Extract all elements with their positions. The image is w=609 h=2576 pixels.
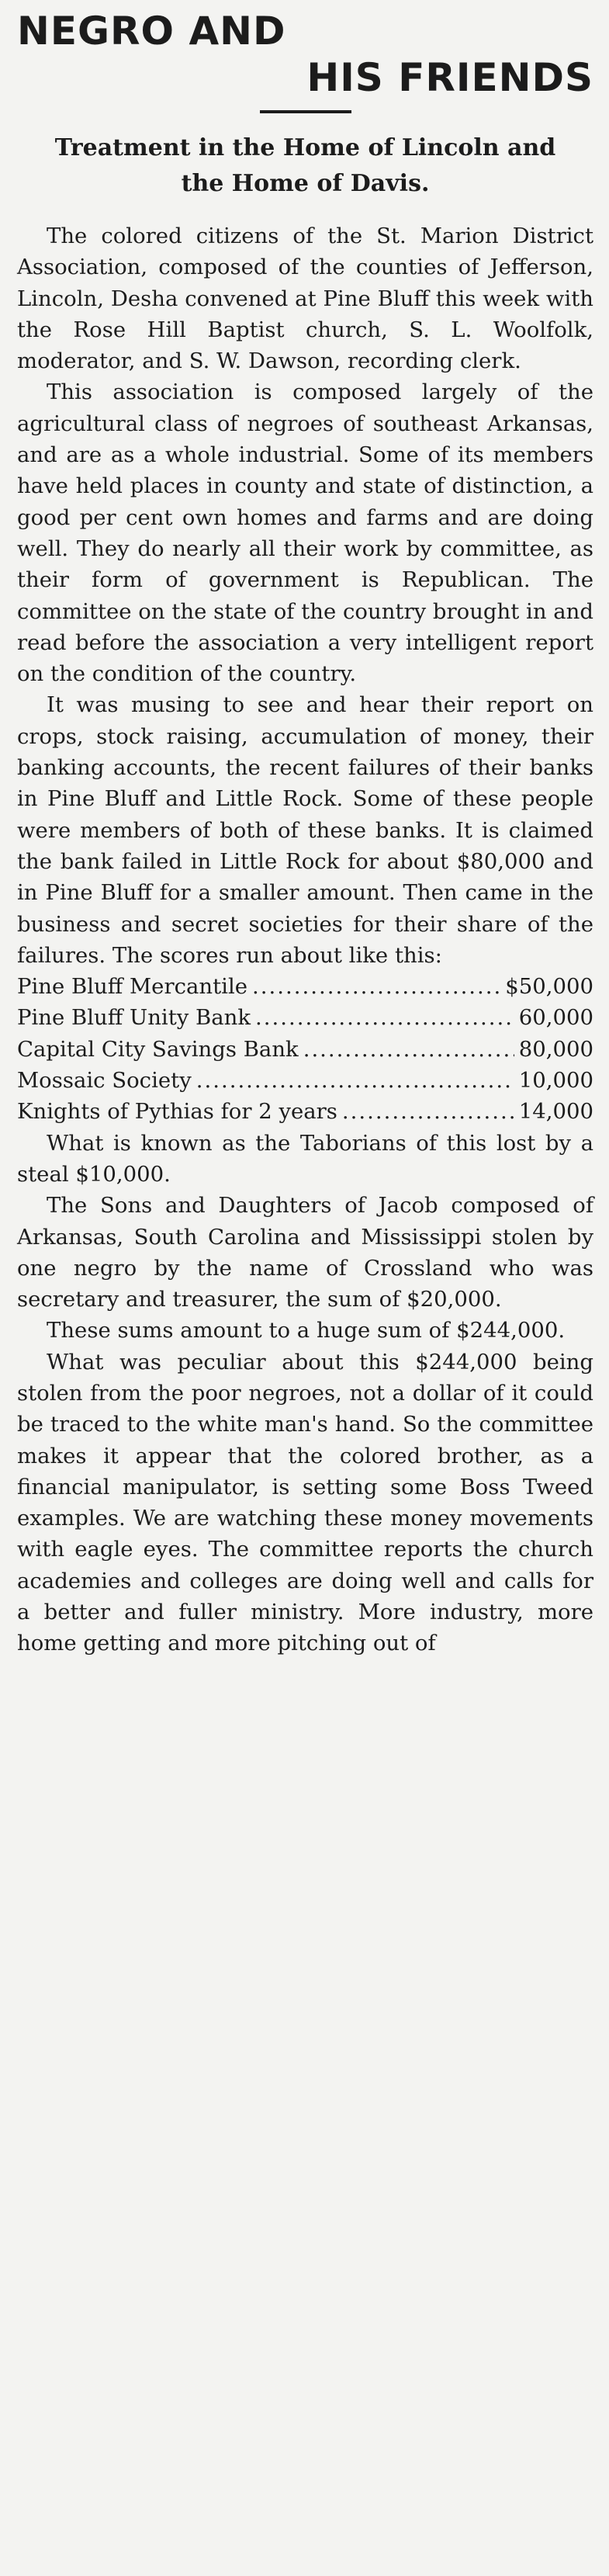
score-name: Knights of Pythias for 2 years xyxy=(17,1099,337,1125)
subheadline-line-1: Treatment in the Home of Lincoln and xyxy=(54,134,556,161)
dot-leader xyxy=(303,1034,514,1065)
score-amount: $50,000 xyxy=(505,974,593,1000)
headline xyxy=(17,8,593,101)
score-name: Pine Bluff Unity Bank xyxy=(17,1005,251,1031)
paragraph-association-meeting: The colored citizens of the St. Marion District Association, composed of the counties of Jefferson, Lincoln, Desha convened at Pine Bluff this week with the Rose Hill Baptist church, S. L. Woolfolk, moderator, and S. W. Dawson, recording clerk. xyxy=(17,224,593,374)
score-name: Mossaic Society xyxy=(17,1068,192,1094)
paragraph-total-sum: These sums amount to a huge sum of $244,000. xyxy=(47,1318,566,1343)
score-amount: 14,000 xyxy=(518,1099,593,1125)
paragraph-taborians: What is known as the Taborians of this lost by a steal $10,000. xyxy=(17,1130,593,1187)
paragraph-committee-report: What was peculiar about this $244,000 being stolen from the poor negroes, not a dollar of it could be traced to the white man's hand. So the committee makes it appear that the colored brother, as a financial manipulator, is setting some Boss Tweed examples. We are watching these money movements with eagle eyes. The committee reports the church academies and colleges are doing well and calls for a better and fuller ministry. More industry, more home getting and more pitching out of xyxy=(17,1349,593,1656)
dot-leader xyxy=(255,1002,514,1033)
headline-line-1: NEGRO AND xyxy=(17,9,286,54)
score-row xyxy=(17,1096,593,1127)
subheadline xyxy=(17,130,593,202)
paragraph-association-composition: This association is composed largely of the agricultural class of negroes of southeast Arkansas, and are as a whole industrial. Some of its members have held places in county and state of distinction, a good per cent own homes and farms and are doing well. They do nearly all their work by committee, as their form of government is Republican. The committee on the state of the country brought in and read before the association a very intelligent report on the condition of the country. xyxy=(17,380,593,687)
paragraph-bank-failures: It was musing to see and hear their report on crops, stock raising, accumulation of money, their banking accounts, the recent failures of their banks in Pine Bluff and Little Rock. Some of these people were members of both of these banks. It is claimed the bank failed in Little Rock for about $80,000 and in Pine Bluff for a smaller amount. Then came in the business and secret societies for their share of the failures. The scores run about like this: xyxy=(17,692,593,968)
headline-line-2: HIS FRIENDS xyxy=(306,55,593,100)
score-name: Capital City Savings Bank xyxy=(17,1036,299,1062)
subheadline-line-2: the Home of Davis. xyxy=(181,170,430,197)
score-row xyxy=(17,1065,593,1096)
score-name: Pine Bluff Mercantile xyxy=(17,974,248,1000)
dot-leader xyxy=(252,971,500,1002)
score-row xyxy=(17,1034,593,1065)
headline-rule xyxy=(260,110,351,113)
dot-leader xyxy=(196,1065,514,1096)
score-row xyxy=(17,1002,593,1033)
score-amount: 10,000 xyxy=(518,1068,593,1094)
score-row xyxy=(17,971,593,1002)
paragraph-sons-and-daughters: The Sons and Daughters of Jacob composed of Arkansas, South Carolina and Mississippi stolen by one negro by the name of Crossland who was secretary and treasurer, the sum of $20,000. xyxy=(17,1193,593,1312)
dot-leader xyxy=(342,1096,514,1127)
article-body xyxy=(17,220,593,1659)
scores-list xyxy=(17,971,593,1127)
score-amount: 80,000 xyxy=(518,1036,593,1062)
score-amount: 60,000 xyxy=(518,1005,593,1031)
